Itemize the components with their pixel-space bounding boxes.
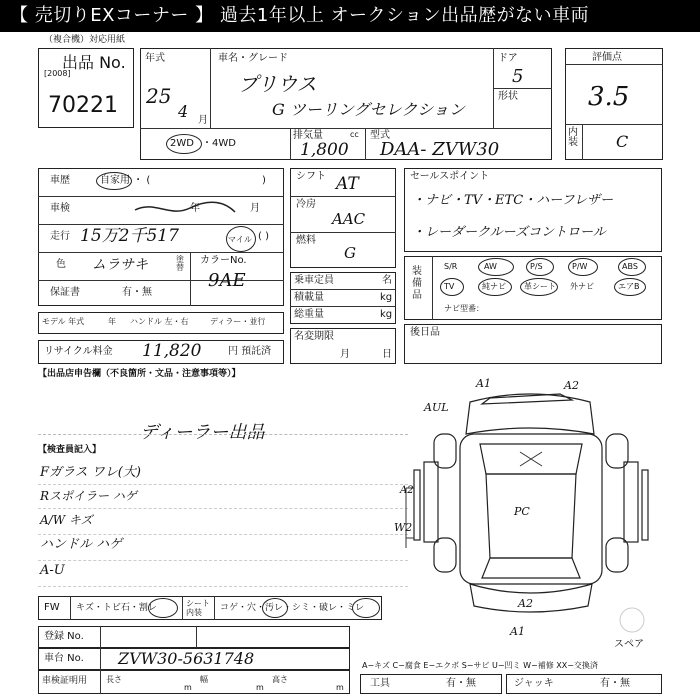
equipment-label: 装備品 bbox=[412, 266, 422, 301]
doors-label: ドア bbox=[498, 53, 518, 64]
fw-label: FW bbox=[44, 602, 60, 613]
inspection-month: 月 bbox=[250, 203, 260, 214]
compat-label: （複合機）対応用紙 bbox=[44, 35, 126, 45]
diag-spare: スペア bbox=[614, 639, 644, 650]
ac-label: 冷房 bbox=[296, 199, 316, 210]
equip-abs: ABS bbox=[622, 262, 638, 271]
inspector-line1: Fガラス ワレ(大) bbox=[40, 465, 141, 480]
cert-m1: m bbox=[184, 683, 192, 692]
tools-value: 有・無 bbox=[446, 678, 476, 689]
equip-pw: P/W bbox=[572, 262, 588, 271]
jack-value: 有・無 bbox=[600, 678, 630, 689]
sales-label: セールスポイント bbox=[410, 171, 490, 182]
lot-year: [2008] bbox=[44, 69, 71, 78]
dealer: ディラー・並行 bbox=[210, 317, 266, 326]
color-code-value: 9AE bbox=[208, 270, 246, 291]
gross-unit: kg bbox=[380, 309, 393, 320]
equip-airbag: エアB bbox=[618, 282, 640, 291]
cc-unit: cc bbox=[350, 130, 359, 139]
fw-items: キズ・トビ石・割レ bbox=[76, 603, 157, 613]
seat-label: シート内装 bbox=[186, 599, 210, 617]
cert-width: 幅 bbox=[200, 675, 208, 684]
chassis-label: 車台 No. bbox=[44, 653, 84, 664]
car-grade: G ツーリングセレクション bbox=[272, 100, 465, 119]
equip-sr: S/R bbox=[444, 262, 458, 271]
year-label: 年式 bbox=[145, 53, 165, 64]
chassis-value: ZVW30-5631748 bbox=[118, 649, 255, 668]
diag-a1-top: A1 bbox=[476, 377, 491, 390]
ac-value: AAC bbox=[332, 210, 366, 228]
mileage-paren: ( ) bbox=[258, 231, 269, 242]
fuel-label: 燃料 bbox=[296, 235, 316, 246]
warranty-value: 有・無 bbox=[122, 287, 152, 298]
month-unit: 月 bbox=[198, 115, 208, 126]
month-value: 4 bbox=[178, 102, 189, 121]
registration-box bbox=[38, 626, 350, 648]
name-change-month: 月 bbox=[340, 349, 350, 360]
model-year-label: モデル 年式 bbox=[42, 317, 85, 326]
cert-m2: m bbox=[256, 683, 264, 692]
equip-aw: AW bbox=[484, 262, 497, 271]
load-label: 積載量 bbox=[294, 292, 324, 303]
fw-crack-circle bbox=[148, 598, 178, 618]
lot-label: 出品 No. bbox=[62, 53, 126, 72]
paint-label: 塗替 bbox=[176, 255, 184, 272]
inspection-year: 年 bbox=[190, 203, 200, 214]
title-banner: 【 売切りEXコーナー 】 過去1年以上 オークション出品歴がない車両 bbox=[0, 0, 700, 32]
diag-aul: AUL bbox=[424, 401, 449, 414]
history-options: 自家用 ・ ( bbox=[100, 175, 151, 186]
name-change-day: 日 bbox=[382, 349, 392, 360]
remarks-handwriting: ディーラー出品 bbox=[140, 422, 265, 443]
diag-w2: W2 bbox=[394, 521, 413, 534]
diag-a2-bottom: A2 bbox=[518, 597, 533, 610]
recycle-label: リサイクル料金 bbox=[44, 346, 113, 357]
inspection-label: 車検 bbox=[50, 203, 70, 214]
drive-2wd: 2WD bbox=[170, 138, 194, 149]
seat-dirt-circle bbox=[262, 598, 288, 618]
passengers-unit: 名 bbox=[382, 275, 392, 286]
cert-length: 長さ bbox=[106, 675, 122, 684]
cert-height: 高さ bbox=[272, 675, 288, 684]
diag-a1-bottom: A1 bbox=[510, 625, 525, 638]
interior-value: C bbox=[616, 132, 629, 151]
seat-items: コゲ・穴・汚レ・シミ・破レ・ミレ bbox=[220, 603, 365, 613]
equip-ps: P/S bbox=[530, 262, 543, 271]
color-value: ムラサキ bbox=[92, 257, 148, 273]
equip-tv: TV bbox=[444, 282, 455, 291]
equip-ext-navi: 外ナビ bbox=[570, 282, 594, 291]
passengers-label: 乗車定員 bbox=[294, 275, 334, 286]
history-label: 車歴 bbox=[50, 175, 70, 186]
name-label: 車名・グレード bbox=[218, 53, 288, 64]
warranty-label: 保証書 bbox=[50, 287, 80, 298]
jack-label: ジャッキ bbox=[514, 678, 554, 689]
certificate-label: 車検証明用 bbox=[42, 676, 88, 686]
shift-value: AT bbox=[336, 174, 359, 194]
later-label: 後日品 bbox=[410, 327, 440, 338]
shift-label: シフト bbox=[296, 171, 326, 182]
sales-line2: ・レーダークルーズコントロール bbox=[412, 225, 606, 240]
equip-navi: 純ナビ bbox=[482, 282, 506, 291]
inspector-line2: Rスポイラー ハゲ bbox=[40, 489, 137, 503]
diag-pc: PC bbox=[514, 505, 530, 518]
inspection-scribble bbox=[130, 198, 240, 220]
mileage-value: 15万2千517 bbox=[80, 226, 179, 246]
inspector-line4: ハンドル ハゲ bbox=[40, 537, 123, 552]
recycle-unit: 円 預託済 bbox=[228, 346, 272, 357]
score-value: 3.5 bbox=[588, 82, 630, 112]
drive-4wd: ・4WD bbox=[202, 138, 236, 149]
doors-value: 5 bbox=[512, 66, 524, 87]
history-close: ) bbox=[262, 175, 266, 186]
model-value: DAA- ZVW30 bbox=[380, 139, 500, 160]
shape-label: 形状 bbox=[498, 91, 518, 102]
recycle-value: 11,820 bbox=[142, 341, 202, 361]
remarks-label: 【出品店申告欄（不良箇所・文品・注意事項等）】 bbox=[38, 369, 241, 379]
diag-a2-left: A2 bbox=[400, 485, 414, 496]
tools-label: 工具 bbox=[370, 678, 390, 689]
interior-label: 内装 bbox=[568, 127, 578, 148]
model-year-year: 年 bbox=[108, 317, 116, 326]
damage-legend: A−キズ C−腐食 E−エクボ S−サビ U−凹ミ W−補修 XX−交換済 bbox=[362, 661, 598, 670]
load-unit: kg bbox=[380, 292, 393, 303]
color-code-label: カラーNo. bbox=[200, 255, 247, 266]
model-label: 型式 bbox=[370, 130, 390, 141]
mileage-unit: マイル bbox=[228, 235, 252, 244]
gross-label: 総重量 bbox=[294, 309, 324, 320]
sales-line1: ・ナビ・TV・ETC・ハーフレザー bbox=[412, 193, 613, 208]
color-label: 色 bbox=[56, 259, 66, 270]
registration-label: 登録 No. bbox=[44, 631, 84, 642]
score-label: 評価点 bbox=[592, 52, 622, 63]
mileage-label: 走行 bbox=[50, 231, 70, 242]
inspector-line5: A-U bbox=[40, 563, 65, 578]
displacement-value: 1,800 bbox=[300, 140, 349, 160]
navi-label: ナビ型番： bbox=[444, 304, 484, 313]
cert-m3: m bbox=[336, 683, 344, 692]
handle: ハンドル 左・右 bbox=[130, 317, 189, 326]
diag-a2-top: A2 bbox=[564, 379, 579, 392]
year-value: 25 bbox=[146, 84, 172, 108]
lot-number: 70221 bbox=[48, 93, 118, 118]
inspector-line3: A/W キズ bbox=[40, 513, 93, 527]
displacement-label: 排気量 bbox=[293, 130, 323, 141]
name-change-label: 名変期限 bbox=[294, 331, 334, 342]
seat-wear-circle bbox=[352, 598, 380, 618]
car-name: プリウス bbox=[238, 72, 317, 96]
later-box bbox=[404, 324, 662, 364]
fuel-value: G bbox=[344, 244, 356, 262]
equip-leather: 革シート bbox=[524, 282, 556, 291]
inspector-label: 【検査員記入】 bbox=[38, 445, 102, 455]
